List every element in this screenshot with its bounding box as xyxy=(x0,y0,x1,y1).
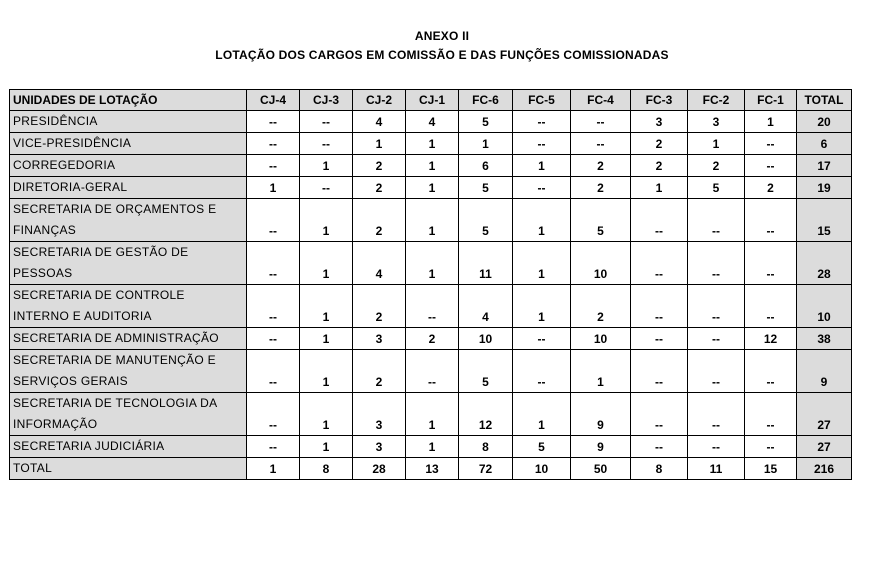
value-cell-fc-5: 10 xyxy=(513,458,571,480)
value-cell-fc-3: 2 xyxy=(631,155,688,177)
value-cell-fc-6: 1 xyxy=(459,133,513,155)
value-cell-cj-1: 4 xyxy=(406,111,459,133)
value-cell-cj-3: 1 xyxy=(300,393,353,436)
table-row xyxy=(10,133,852,155)
value-cell-cj-3: 1 xyxy=(300,285,353,328)
header-row xyxy=(10,90,852,111)
unit-name-line: FINANÇAS xyxy=(13,223,77,237)
value-cell-cj-3: -- xyxy=(300,111,353,133)
value-cell-fc-4: -- xyxy=(571,111,631,133)
value-cell-cj-1: 1 xyxy=(406,133,459,155)
value-cell-fc-3: -- xyxy=(631,199,688,242)
value-cell-fc-2: -- xyxy=(688,285,745,328)
value-cell-fc-6: 6 xyxy=(459,155,513,177)
column-header-fc-3: FC-3 xyxy=(631,90,688,111)
value-cell-cj-2: 28 xyxy=(353,458,406,480)
column-header-unit: UNIDADES DE LOTAÇÃO xyxy=(10,90,247,111)
value-cell-fc-2: -- xyxy=(688,393,745,436)
value-cell-cj-1: 13 xyxy=(406,458,459,480)
value-cell-fc-1: -- xyxy=(745,133,797,155)
value-cell-cj-4: -- xyxy=(247,199,300,242)
column-header-cj-2: CJ-2 xyxy=(353,90,406,111)
value-cell-cj-2: 4 xyxy=(353,242,406,285)
value-cell-fc-5: 5 xyxy=(513,436,571,458)
value-cell-cj-2: 2 xyxy=(353,155,406,177)
value-cell-fc-2: -- xyxy=(688,350,745,393)
value-cell-fc-5: -- xyxy=(513,177,571,199)
value-cell-cj-1: 1 xyxy=(406,393,459,436)
value-cell-cj-2: 2 xyxy=(353,285,406,328)
value-cell-fc-2: -- xyxy=(688,328,745,350)
value-cell-fc-6: 12 xyxy=(459,393,513,436)
row-total-cell: 15 xyxy=(797,199,852,242)
value-cell-fc-4: 2 xyxy=(571,285,631,328)
value-cell-fc-4: 2 xyxy=(571,177,631,199)
value-cell-cj-3: 1 xyxy=(300,436,353,458)
row-total-cell: 27 xyxy=(797,436,852,458)
table-header xyxy=(10,90,852,111)
column-header-fc-4: FC-4 xyxy=(571,90,631,111)
value-cell-cj-1: -- xyxy=(406,350,459,393)
value-cell-fc-2: 1 xyxy=(688,133,745,155)
value-cell-cj-3: 1 xyxy=(300,350,353,393)
unit-name-cell: VICE-PRESIDÊNCIA xyxy=(10,133,247,155)
value-cell-fc-1: -- xyxy=(745,393,797,436)
value-cell-fc-5: 1 xyxy=(513,285,571,328)
value-cell-cj-3: 1 xyxy=(300,199,353,242)
table-row xyxy=(10,199,852,242)
value-cell-cj-2: 2 xyxy=(353,350,406,393)
value-cell-fc-5: 1 xyxy=(513,393,571,436)
value-cell-fc-4: 2 xyxy=(571,155,631,177)
value-cell-fc-5: -- xyxy=(513,328,571,350)
row-total-cell: 20 xyxy=(797,111,852,133)
value-cell-cj-3: -- xyxy=(300,177,353,199)
value-cell-fc-3: -- xyxy=(631,328,688,350)
value-cell-fc-4: 1 xyxy=(571,350,631,393)
column-header-total: TOTAL xyxy=(797,90,852,111)
value-cell-fc-4: -- xyxy=(571,133,631,155)
value-cell-fc-4: 10 xyxy=(571,328,631,350)
unit-name-line: PESSOAS xyxy=(13,266,73,280)
table-body xyxy=(10,111,852,480)
table-row xyxy=(10,350,852,393)
value-cell-cj-3: 1 xyxy=(300,242,353,285)
value-cell-cj-4: 1 xyxy=(247,458,300,480)
value-cell-fc-2: 11 xyxy=(688,458,745,480)
column-header-fc-6: FC-6 xyxy=(459,90,513,111)
value-cell-fc-6: 5 xyxy=(459,199,513,242)
value-cell-fc-2: 2 xyxy=(688,155,745,177)
value-cell-fc-1: -- xyxy=(745,199,797,242)
value-cell-fc-4: 9 xyxy=(571,436,631,458)
unit-name-line: SECRETARIA DE CONTROLE xyxy=(13,288,185,302)
row-total-cell: 9 xyxy=(797,350,852,393)
value-cell-cj-2: 3 xyxy=(353,328,406,350)
unit-name-cell xyxy=(10,285,247,328)
unit-name-cell: PRESIDÊNCIA xyxy=(10,111,247,133)
value-cell-cj-3: 8 xyxy=(300,458,353,480)
total-row xyxy=(10,458,852,480)
value-cell-fc-1: -- xyxy=(745,350,797,393)
value-cell-cj-4: -- xyxy=(247,285,300,328)
value-cell-cj-3: 1 xyxy=(300,155,353,177)
value-cell-cj-2: 4 xyxy=(353,111,406,133)
table-row xyxy=(10,177,852,199)
column-header-cj-1: CJ-1 xyxy=(406,90,459,111)
unit-name-cell xyxy=(10,350,247,393)
table-row xyxy=(10,155,852,177)
value-cell-fc-6: 11 xyxy=(459,242,513,285)
column-header-cj-3: CJ-3 xyxy=(300,90,353,111)
value-cell-fc-5: 1 xyxy=(513,155,571,177)
value-cell-fc-4: 50 xyxy=(571,458,631,480)
row-total-cell: 10 xyxy=(797,285,852,328)
allocation-table xyxy=(9,89,852,480)
value-cell-fc-4: 10 xyxy=(571,242,631,285)
value-cell-fc-1: 12 xyxy=(745,328,797,350)
unit-name-cell xyxy=(10,199,247,242)
value-cell-fc-6: 5 xyxy=(459,111,513,133)
value-cell-fc-3: -- xyxy=(631,393,688,436)
value-cell-fc-5: -- xyxy=(513,111,571,133)
value-cell-cj-4: -- xyxy=(247,111,300,133)
value-cell-fc-1: -- xyxy=(745,285,797,328)
value-cell-fc-3: 1 xyxy=(631,177,688,199)
column-header-fc-5: FC-5 xyxy=(513,90,571,111)
value-cell-fc-2: 5 xyxy=(688,177,745,199)
unit-name-cell: SECRETARIA DE ADMINISTRAÇÃO xyxy=(10,328,247,350)
unit-name-cell xyxy=(10,242,247,285)
value-cell-cj-1: 1 xyxy=(406,436,459,458)
value-cell-fc-5: 1 xyxy=(513,242,571,285)
column-header-cj-4: CJ-4 xyxy=(247,90,300,111)
value-cell-cj-4: -- xyxy=(247,393,300,436)
annex-subtitle: LOTAÇÃO DOS CARGOS EM COMISSÃO E DAS FUNÇÕES COMISSIONADAS xyxy=(215,48,669,62)
value-cell-fc-3: 2 xyxy=(631,133,688,155)
table-row xyxy=(10,436,852,458)
value-cell-cj-3: 1 xyxy=(300,328,353,350)
value-cell-fc-1: -- xyxy=(745,155,797,177)
value-cell-fc-6: 8 xyxy=(459,436,513,458)
value-cell-fc-6: 5 xyxy=(459,350,513,393)
value-cell-cj-2: 2 xyxy=(353,177,406,199)
value-cell-fc-5: 1 xyxy=(513,199,571,242)
value-cell-fc-2: 3 xyxy=(688,111,745,133)
value-cell-fc-1: -- xyxy=(745,436,797,458)
unit-name-line: SECRETARIA DE TECNOLOGIA DA xyxy=(13,396,218,410)
value-cell-fc-1: 15 xyxy=(745,458,797,480)
row-total-cell: 19 xyxy=(797,177,852,199)
value-cell-fc-3: 3 xyxy=(631,111,688,133)
unit-name-cell: DIRETORIA-GERAL xyxy=(10,177,247,199)
value-cell-fc-6: 4 xyxy=(459,285,513,328)
value-cell-fc-3: 8 xyxy=(631,458,688,480)
value-cell-cj-1: -- xyxy=(406,285,459,328)
annex-title: ANEXO II xyxy=(414,29,470,43)
row-total-cell: 38 xyxy=(797,328,852,350)
value-cell-cj-2: 3 xyxy=(353,393,406,436)
value-cell-cj-3: -- xyxy=(300,133,353,155)
row-total-cell: 27 xyxy=(797,393,852,436)
unit-name-line: SECRETARIA DE MANUTENÇÃO E xyxy=(13,353,216,367)
value-cell-fc-3: -- xyxy=(631,436,688,458)
value-cell-cj-1: 1 xyxy=(406,155,459,177)
row-total-cell: 216 xyxy=(797,458,852,480)
unit-name-cell: CORREGEDORIA xyxy=(10,155,247,177)
row-total-cell: 28 xyxy=(797,242,852,285)
unit-name-line: SECRETARIA DE ORÇAMENTOS E xyxy=(13,202,217,216)
value-cell-cj-4: -- xyxy=(247,133,300,155)
unit-name-cell: SECRETARIA JUDICIÁRIA xyxy=(10,436,247,458)
value-cell-cj-1: 1 xyxy=(406,199,459,242)
unit-name-cell xyxy=(10,393,247,436)
value-cell-fc-6: 72 xyxy=(459,458,513,480)
value-cell-cj-4: -- xyxy=(247,436,300,458)
value-cell-cj-2: 3 xyxy=(353,436,406,458)
column-header-fc-1: FC-1 xyxy=(745,90,797,111)
value-cell-fc-3: -- xyxy=(631,242,688,285)
value-cell-fc-4: 9 xyxy=(571,393,631,436)
table-row xyxy=(10,328,852,350)
unit-name-line: SERVIÇOS GERAIS xyxy=(13,374,128,388)
value-cell-fc-6: 5 xyxy=(459,177,513,199)
unit-name-line: INFORMAÇÃO xyxy=(13,417,98,431)
value-cell-cj-4: -- xyxy=(247,350,300,393)
value-cell-fc-4: 5 xyxy=(571,199,631,242)
table-row xyxy=(10,393,852,436)
value-cell-fc-1: 1 xyxy=(745,111,797,133)
unit-name-line: SECRETARIA DE GESTÃO DE xyxy=(13,245,189,259)
value-cell-cj-1: 1 xyxy=(406,242,459,285)
table-row xyxy=(10,285,852,328)
value-cell-fc-3: -- xyxy=(631,285,688,328)
value-cell-fc-2: -- xyxy=(688,199,745,242)
table-row xyxy=(10,111,852,133)
value-cell-cj-4: 1 xyxy=(247,177,300,199)
value-cell-fc-2: -- xyxy=(688,436,745,458)
value-cell-fc-1: 2 xyxy=(745,177,797,199)
table-row xyxy=(10,242,852,285)
value-cell-cj-4: -- xyxy=(247,155,300,177)
value-cell-fc-5: -- xyxy=(513,133,571,155)
unit-name-line: INTERNO E AUDITORIA xyxy=(13,309,152,323)
value-cell-fc-1: -- xyxy=(745,242,797,285)
value-cell-cj-1: 1 xyxy=(406,177,459,199)
value-cell-cj-4: -- xyxy=(247,328,300,350)
value-cell-cj-4: -- xyxy=(247,242,300,285)
value-cell-fc-2: -- xyxy=(688,242,745,285)
value-cell-cj-2: 1 xyxy=(353,133,406,155)
column-header-fc-2: FC-2 xyxy=(688,90,745,111)
value-cell-fc-6: 10 xyxy=(459,328,513,350)
value-cell-cj-2: 2 xyxy=(353,199,406,242)
value-cell-fc-3: -- xyxy=(631,350,688,393)
value-cell-fc-5: -- xyxy=(513,350,571,393)
unit-name-cell: TOTAL xyxy=(10,458,247,480)
row-total-cell: 17 xyxy=(797,155,852,177)
value-cell-cj-1: 2 xyxy=(406,328,459,350)
row-total-cell: 6 xyxy=(797,133,852,155)
